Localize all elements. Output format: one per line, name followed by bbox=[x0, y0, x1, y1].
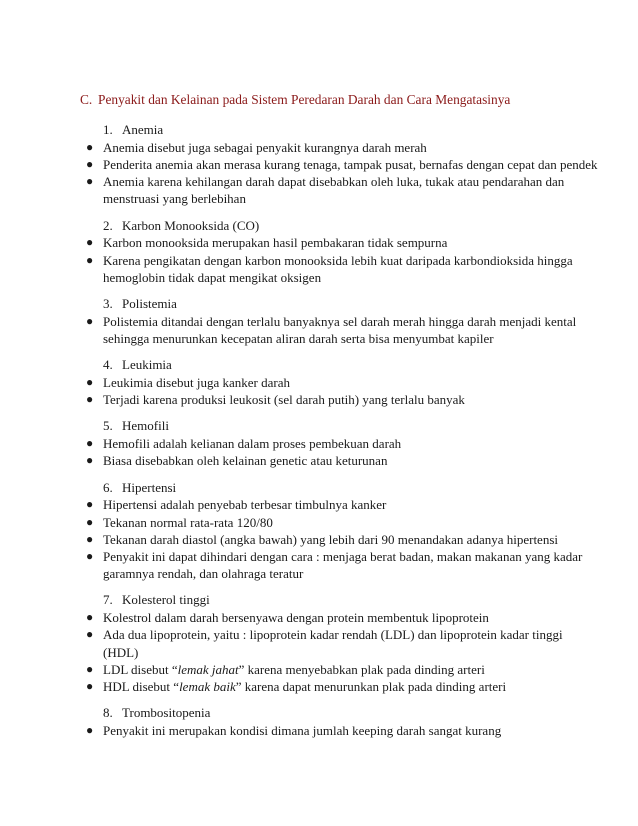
section-title bbox=[0, 356, 638, 374]
bullet-text: Hipertensi adalah penyebab terbesar timbulnya kanker bbox=[103, 497, 387, 513]
disease-section bbox=[0, 121, 638, 208]
bullet-icon: ● bbox=[86, 610, 94, 625]
bullet-text: Tekanan darah diastol (angka bawah) yang lebih dari 90 menandakan adanya hipertensi bbox=[103, 531, 558, 547]
bullet-item bbox=[0, 609, 638, 626]
bullet-item bbox=[0, 391, 638, 408]
bullet-text: LDL disebut “ bbox=[103, 661, 178, 677]
section-number: 6. bbox=[103, 479, 113, 495]
bullet-text: Hemofili adalah kelianan dalam proses pembekuan darah bbox=[103, 436, 402, 452]
section-title-text: Hipertensi bbox=[122, 479, 177, 495]
bullet-icon: ● bbox=[86, 252, 94, 267]
heading-letter: C. bbox=[80, 92, 93, 107]
section-title-text: Polistemia bbox=[122, 296, 177, 312]
bullet-text: ” karena dapat menurunkan plak pada dinding arteri bbox=[235, 679, 507, 695]
section-number: 2. bbox=[103, 217, 113, 233]
section-number: 5. bbox=[103, 418, 113, 434]
bullet-text: Karena pengikatan dengan karbon monooksida lebih kuat daripada karbondioksida hingga hemoglobin tidak dapat mengikat oksigen bbox=[103, 252, 573, 285]
bullet-icon: ● bbox=[86, 313, 94, 328]
bullet-text: Leukimia disebut juga kanker darah bbox=[103, 375, 290, 391]
bullet-text: Penyakit ini merupakan kondisi dimana jumlah keeping darah sangat kurang bbox=[103, 723, 502, 739]
bullet-icon: ● bbox=[86, 679, 94, 694]
bullet-item bbox=[0, 452, 638, 469]
section-title-text: Karbon Monooksida (CO) bbox=[122, 217, 260, 233]
bullet-item bbox=[0, 252, 638, 286]
section-number: 1. bbox=[103, 122, 113, 137]
bullet-item bbox=[0, 678, 638, 695]
bullet-icon: ● bbox=[86, 235, 94, 250]
bullet-icon: ● bbox=[86, 157, 94, 171]
section-title-text: Hemofili bbox=[122, 418, 169, 434]
bullet-icon: ● bbox=[86, 174, 94, 189]
section-number: 3. bbox=[103, 296, 113, 312]
bullet-icon: ● bbox=[86, 531, 94, 546]
bullet-icon: ● bbox=[86, 723, 94, 738]
bullet-item bbox=[0, 139, 638, 156]
bullet-icon: ● bbox=[86, 497, 94, 512]
bullet-item bbox=[0, 514, 638, 531]
bullet-text: Penderita anemia akan merasa kurang tenaga, tampak pusat, bernafas dengan cepat dan pendek bbox=[103, 157, 598, 172]
section-title bbox=[0, 704, 638, 722]
bullet-icon: ● bbox=[86, 661, 94, 676]
section-title-text: Anemia bbox=[122, 122, 164, 137]
section-title-text: Trombositopenia bbox=[122, 705, 211, 721]
bullet-text: Penyakit ini dapat dihindari dengan cara : menjaga berat badan, makan makanan yang kadar garamnya rendah, dan olahraga teratur bbox=[103, 549, 583, 582]
italic-term: lemak jahat bbox=[177, 661, 239, 677]
bullet-text: Anemia karena kehilangan darah dapat disebabkan oleh luka, tukak atau pendarahan dan menstruasi yang berlebihan bbox=[103, 174, 565, 207]
bullet-icon: ● bbox=[86, 436, 94, 451]
section-title bbox=[0, 295, 638, 313]
bullet-icon: ● bbox=[86, 453, 94, 468]
bullet-item bbox=[0, 626, 638, 660]
disease-section bbox=[0, 417, 638, 469]
section-number: 7. bbox=[103, 592, 113, 608]
bullet-icon: ● bbox=[86, 375, 94, 390]
section-title bbox=[0, 591, 638, 609]
bullet-text: HDL disebut “ bbox=[103, 679, 180, 695]
bullet-item bbox=[0, 548, 638, 582]
bullet-item bbox=[0, 496, 638, 513]
section-number: 8. bbox=[103, 705, 113, 721]
disease-section bbox=[0, 591, 638, 695]
bullet-item bbox=[0, 313, 638, 347]
heading-text: Penyakit dan Kelainan pada Sistem Peredaran Darah dan Cara Mengatasinya bbox=[98, 92, 511, 107]
section-title bbox=[0, 217, 638, 235]
disease-section bbox=[0, 479, 638, 583]
disease-section bbox=[0, 217, 638, 286]
bullet-item bbox=[0, 173, 638, 207]
bullet-icon: ● bbox=[86, 392, 94, 407]
bullet-item bbox=[0, 435, 638, 452]
disease-section bbox=[0, 704, 638, 739]
bullet-text: Karbon monooksida merupakan hasil pembakaran tidak sempurna bbox=[103, 235, 448, 251]
section-number: 4. bbox=[103, 357, 113, 373]
italic-term: lemak baik bbox=[179, 679, 236, 695]
bullet-icon: ● bbox=[86, 139, 94, 154]
bullet-text: Tekanan normal rata-rata 120/80 bbox=[103, 514, 273, 530]
bullet-item bbox=[0, 234, 638, 251]
bullet-item bbox=[0, 156, 638, 173]
bullet-text: Ada dua lipoprotein, yaitu : lipoprotein kadar rendah (LDL) dan lipoprotein kadar tinggi (HDL) bbox=[103, 627, 563, 660]
section-title bbox=[0, 417, 638, 435]
bullet-text: Polistemia ditandai dengan terlalu banyaknya sel darah merah hingga darah menjadi kental sehingga menurunkan kecepatan aliran darah serta bisa menyumbat kapiler bbox=[103, 313, 577, 347]
section-heading bbox=[80, 92, 600, 108]
section-title-text: Kolesterol tinggi bbox=[122, 592, 210, 608]
disease-section bbox=[0, 356, 638, 408]
bullet-item bbox=[0, 374, 638, 391]
bullet-icon: ● bbox=[86, 627, 94, 642]
disease-section bbox=[0, 295, 638, 347]
bullet-text: ” karena menyebabkan plak pada dinding arteri bbox=[238, 661, 485, 677]
document-content bbox=[0, 118, 638, 739]
bullet-text: Terjadi karena produksi leukosit (sel darah putih) yang terlalu banyak bbox=[103, 392, 465, 408]
bullet-text: Anemia disebut juga sebagai penyakit kurangnya darah merah bbox=[103, 139, 427, 155]
bullet-text: Biasa disebabkan oleh kelainan genetic atau keturunan bbox=[103, 453, 388, 469]
section-title bbox=[0, 121, 638, 139]
bullet-item bbox=[0, 722, 638, 739]
bullet-text: Kolestrol dalam darah bersenyawa dengan protein membentuk lipoprotein bbox=[103, 610, 489, 626]
bullet-item bbox=[0, 531, 638, 548]
bullet-icon: ● bbox=[86, 514, 94, 529]
bullet-item bbox=[0, 661, 638, 678]
bullet-icon: ● bbox=[86, 549, 94, 564]
section-title-text: Leukimia bbox=[122, 357, 172, 373]
section-title bbox=[0, 479, 638, 497]
